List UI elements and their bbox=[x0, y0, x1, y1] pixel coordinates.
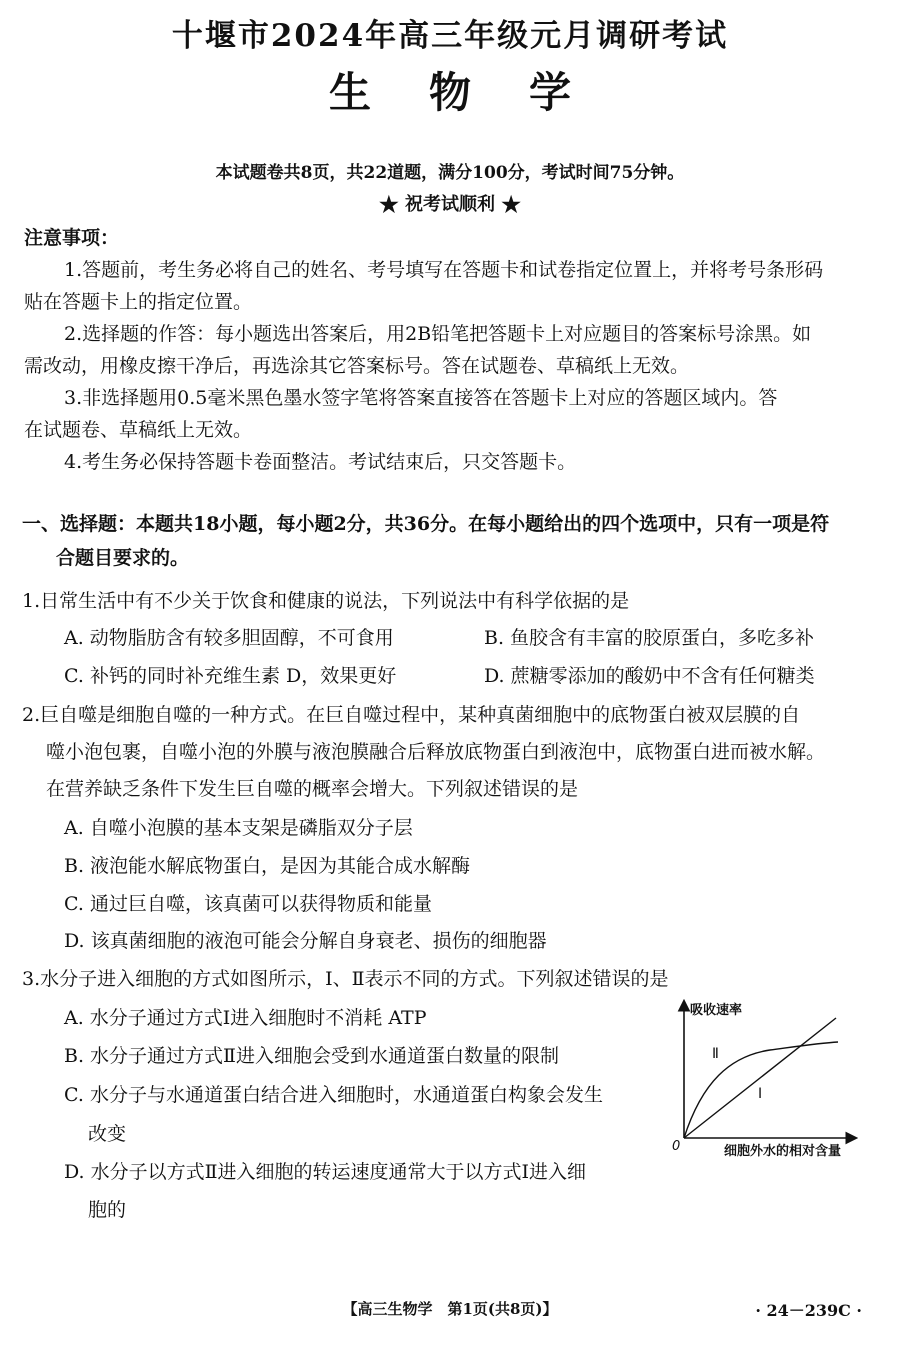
exam-title: 十堰市2024年高三年级元月调研考试 bbox=[171, 18, 729, 54]
paper-code: · 24－239C · bbox=[755, 1301, 862, 1320]
water-uptake-figure bbox=[660, 990, 885, 1165]
note-line: 3.非选择题用0.5毫米黑色墨水签字笔将答案直接答在答题卡上对应的答题区域内。答 bbox=[64, 387, 778, 409]
q2-option-d: D. 该真菌细胞的液泡可能会分解自身衰老、损伤的细胞器 bbox=[64, 930, 547, 952]
q2-option-c: C. 通过巨自噬，该真菌可以获得物质和能量 bbox=[64, 893, 432, 915]
q3-option-c: C. 水分子与水通道蛋白结合进入细胞时，水通道蛋白构象会发生 bbox=[64, 1084, 603, 1106]
star-icon: ★ bbox=[378, 192, 399, 218]
question-3-stem: 3.水分子进入细胞的方式如图所示，Ⅰ、Ⅱ表示不同的方式。下列叙述错误的是 bbox=[22, 968, 669, 990]
note-line: 4.考生务必保持答题卡卷面整洁。考试结束后，只交答题卡。 bbox=[64, 451, 577, 473]
q1-option-a: A. 动物脂肪含有较多胆固醇，不可食用 bbox=[64, 627, 394, 649]
note-line: 需改动，用橡皮擦干净后，再选涂其它答案标号。答在试题卷、草稿纸上无效。 bbox=[24, 355, 690, 377]
y-axis-label: 吸收速率 bbox=[690, 1003, 743, 1018]
note-line: 2.选择题的作答：每小题选出答案后，用2B铅笔把答题卡上对应题目的答案标号涂黑。如 bbox=[64, 323, 812, 345]
star-icon: ★ bbox=[501, 192, 522, 218]
q3-option-c-cont: 改变 bbox=[88, 1123, 127, 1145]
line-1 bbox=[684, 1018, 836, 1138]
q3-option-a: A. 水分子通过方式Ⅰ进入细胞时不消耗 ATP bbox=[64, 1007, 427, 1029]
origin-label: 0 bbox=[672, 1139, 681, 1154]
curve-2-label: Ⅱ bbox=[712, 1046, 719, 1062]
q1-option-b: B. 鱼胶含有丰富的胶原蛋白，多吃多补 bbox=[484, 627, 815, 649]
q3-option-d: D. 水分子以方式Ⅱ进入细胞的转运速度通常大于以方式Ⅰ进入细 bbox=[64, 1161, 587, 1183]
q2-option-a: A. 自噬小泡膜的基本支架是磷脂双分子层 bbox=[64, 817, 413, 839]
question-1-stem: 1.日常生活中有不少关于饮食和健康的说法，下列说法中有科学依据的是 bbox=[22, 590, 630, 612]
exam-info: 本试题卷共8页，共22道题，满分100分，考试时间75分钟。 bbox=[215, 163, 685, 183]
q2-option-b: B. 液泡能水解底物蛋白，是因为其能合成水解酶 bbox=[64, 855, 471, 877]
note-line: 在试题卷、草稿纸上无效。 bbox=[24, 419, 253, 441]
page-footer: 【高三生物学 第1页(共8页)】 bbox=[342, 1300, 558, 1318]
section-heading-cont: 合题目要求的。 bbox=[56, 547, 190, 569]
good-luck-banner bbox=[0, 190, 900, 218]
q3-option-d-cont: 胞的 bbox=[88, 1199, 127, 1221]
x-axis-label: 细胞外水的相对含量 bbox=[724, 1144, 842, 1159]
wish-text: 祝考试顺利 bbox=[405, 194, 495, 215]
line-1-label: Ⅰ bbox=[758, 1086, 763, 1102]
note-line: 1.答题前，考生务必将自己的姓名、考号填写在答题卡和试卷指定位置上，并将考号条形码 bbox=[64, 259, 824, 281]
note-line: 贴在答题卡上的指定位置。 bbox=[24, 291, 253, 313]
section-heading: 一、选择题：本题共18小题，每小题2分，共36分。在每小题给出的四个选项中，只有一项是符 bbox=[22, 513, 830, 535]
notes-heading: 注意事项： bbox=[24, 227, 120, 249]
question-2-stem: 2.巨自噬是细胞自噬的一种方式。在巨自噬过程中，某种真菌细胞中的底物蛋白被双层膜的自 bbox=[22, 704, 801, 726]
subject-title: 生物学 bbox=[328, 68, 629, 117]
q1-option-c: C. 补钙的同时补充维生素 D，效果更好 bbox=[64, 665, 397, 687]
question-2-stem: 噬小泡包裹，自噬小泡的外膜与液泡膜融合后释放底物蛋白到液泡中，底物蛋白进而被水解。 bbox=[46, 741, 826, 763]
q1-option-d: D. 蔗糖零添加的酸奶中不含有任何糖类 bbox=[484, 665, 815, 687]
question-2-stem: 在营养缺乏条件下发生巨自噬的概率会增大。下列叙述错误的是 bbox=[46, 778, 579, 800]
q3-option-b: B. 水分子通过方式Ⅱ进入细胞会受到水通道蛋白数量的限制 bbox=[64, 1045, 559, 1067]
